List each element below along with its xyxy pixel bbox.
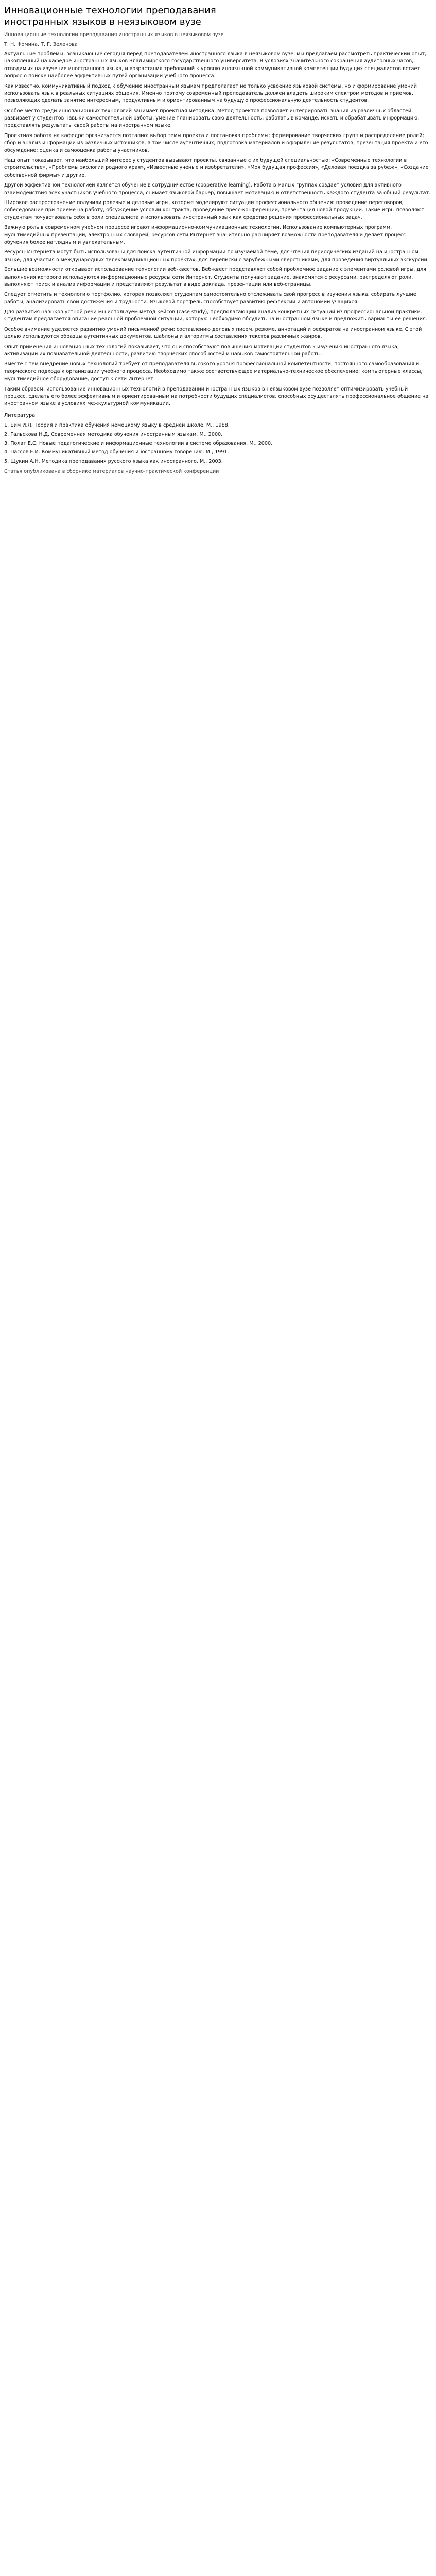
paragraph: Другой эффективной технологией является обучение в сотрудничестве (cooperative learning). Работа в малых группах создает условия для активного взаимодействия всех участников учебного процесса, снимает языковой барьер, повышает мотивацию и ответственность каждого студента за общий результат.	[4, 182, 431, 196]
reference-item: 3. Полат Е.С. Новые педагогические и информационные технологии в системе образования. М., 2000.	[4, 440, 273, 446]
paragraph: Большие возможности открывает использование технологии веб-квестов. Веб-квест представляет собой проблемное задание с элементами ролевой игры, для выполнения которого используются информационные ресурсы сети Интернет. Студенты получают задание, знакомятся с ресурсами, распределяют роли, выполняют поиск и анализ информации и представляют результат в виде доклада, презентации или веб-страницы.	[4, 267, 426, 287]
paragraph: Особое внимание уделяется развитию умений письменной речи: составлению деловых писем, резюме, аннотаций и рефератов на иностранном языке. С этой целью используются образцы аутентичных документов, шаблоны и алгоритмы составления текстов различных жанров.	[4, 326, 422, 340]
paragraph: Проектная работа на кафедре организуется поэтапно: выбор темы проекта и постановка проблемы; формирование творческих групп и распределение ролей; сбор и анализ информации из различных источников, в том числе аутентичных; подготовка материалов и оформление результатов; презентация проекта и его обсуждение; оценка и самооценка работы участников.	[4, 132, 428, 154]
references-heading: Литература	[4, 412, 36, 418]
footer-note: Статья опубликована в сборнике материалов научно-практической конференции	[4, 469, 219, 475]
paragraph: Как известно, коммуникативный подход к обучению иностранным языкам предполагает не только усвоение языковой системы, но и формирование умений использовать язык в реальных ситуациях общения. Именно поэтому современный преподаватель должен владеть широким спектром методов и приемов, позволяющих сделать занятие интересным, продуктивным и ориентированным на будущую профессиональную деятельность студентов.	[4, 83, 417, 104]
paragraph: Особое место среди инновационных технологий занимает проектная методика. Метод проектов позволяет интегрировать знания из различных областей, развивает у студентов навыки самостоятельной работы, умение планировать свою деятельность, работать в команде, искать и обрабатывать информацию, представлять результаты своей работы на иностранном языке.	[4, 108, 420, 129]
paragraph: Для развития навыков устной речи мы используем метод кейсов (case study), предполагающий анализ конкретных ситуаций из профессиональной практики. Студентам предлагается описание реальной проблемной ситуации, которую необходимо обсудить на иностранном языке и предложить варианты ее решения.	[4, 309, 427, 323]
reference-item: 1. Бим И.Л. Теория и практика обучения немецкому языку в средней школе. М., 1988.	[4, 422, 230, 429]
paragraph: Наш опыт показывает, что наибольший интерес у студентов вызывают проекты, связанные с их будущей специальностью: «Современные технологии в строительстве», «Проблемы экологии родного края», «Известные ученые и изобретатели», «Моя будущая профессия», «Деловая поездка за рубеж», «Создание собственной фирмы» и другие.	[4, 158, 429, 178]
paragraph: Вместе с тем внедрение новых технологий требует от преподавателя высокого уровня профессиональной компетентности, постоянного самообразования и творческого подхода к организации учебного процесса. Необходимо также соответствующее материально-техническое обеспечение: компьютерные классы, мультимедийное оборудование, доступ к сети Интернет.	[4, 361, 423, 382]
paragraph: Широкое распространение получили ролевые и деловые игры, которые моделируют ситуации профессионального общения: проведение переговоров, собеседование при приеме на работу, обсуждение условий контракта, проведение пресс-конференции, презентация новой продукции. Такие игры позволяют студентам почувствовать себя в роли специалиста и использовать иностранный язык как средство решения профессиональных задач.	[4, 200, 425, 221]
meta-block	[4, 31, 431, 48]
page-title: Инновационные технологии преподавания иностранных языков в неязыковом вузе	[4, 5, 216, 27]
paragraph: Таким образом, использование инновационных технологий в преподавании иностранных языков в неязыковом вузе позволяет оптимизировать учебный процесс, сделать его более эффективным и ориентированным на потребности будущих специалистов, способных осуществлять профессиональное общение на иностранном языке в условиях межкультурной коммуникации.	[4, 386, 429, 407]
references	[4, 412, 431, 465]
paragraph: Опыт применения инновационных технологий показывает, что они способствуют повышению мотивации студентов к изучению иностранного языка, активизации их познавательной деятельности, развитию творческих способностей и навыков самостоятельной работы.	[4, 344, 399, 358]
paragraph: Актуальные проблемы, возникающие сегодня перед преподавателем иностранного языка в неязыковом вузе, мы предлагаем рассмотреть практический опыт, накопленный на кафедре иностранных языков Владимирского государственного университета. В условиях значительного сокращения аудиторных часов, отводимых на изучение иностранного языка, и возрастания требований к уровню иноязычной коммуникативной компетенции будущих специалистов встает вопрос о поиске наиболее эффективных путей организации учебного процесса.	[4, 50, 426, 79]
authors: Т. Н. Фомина, Т. Г. Зеленова	[4, 41, 78, 47]
meta-line: Инновационные технологии преподавания иностранных языков в неязыковом вузе	[4, 32, 224, 38]
reference-item: 4. Пассов Е.И. Коммуникативный метод обучения иностранному говорению. М., 1991.	[4, 449, 229, 455]
paragraph: Важную роль в современном учебном процессе играют информационно-коммуникационные технологии. Использование компьютерных программ, мультимедийных презентаций, электронных словарей, ресурсов сети Интернет значительно расширяет возможности преподавателя и делает процесс обучения более наглядным и увлекательным.	[4, 225, 406, 245]
article-body	[4, 50, 431, 408]
paragraph: Ресурсы Интернета могут быть использованы для поиска аутентичной информации по изучаемой теме, для чтения периодических изданий на иностранном языке, для участия в международных телекоммуникационных проектах, для переписки с зарубежными сверстниками, для проведения виртуальных экскурсий.	[4, 249, 429, 263]
reference-item: 5. Щукин А.Н. Методика преподавания русского языка как иностранного. М., 2003.	[4, 458, 223, 464]
reference-item: 2. Гальскова Н.Д. Современная методика обучения иностранным языкам. М., 2000.	[4, 431, 223, 437]
paragraph: Следует отметить и технологию портфолио, которая позволяет студентам самостоятельно отслеживать свой прогресс в изучении языка, собирать лучшие работы, анализировать свои достижения и трудности. Языковой портфель способствует развитию рефлексии и автономии учащихся.	[4, 292, 416, 305]
document	[0, 0, 436, 482]
